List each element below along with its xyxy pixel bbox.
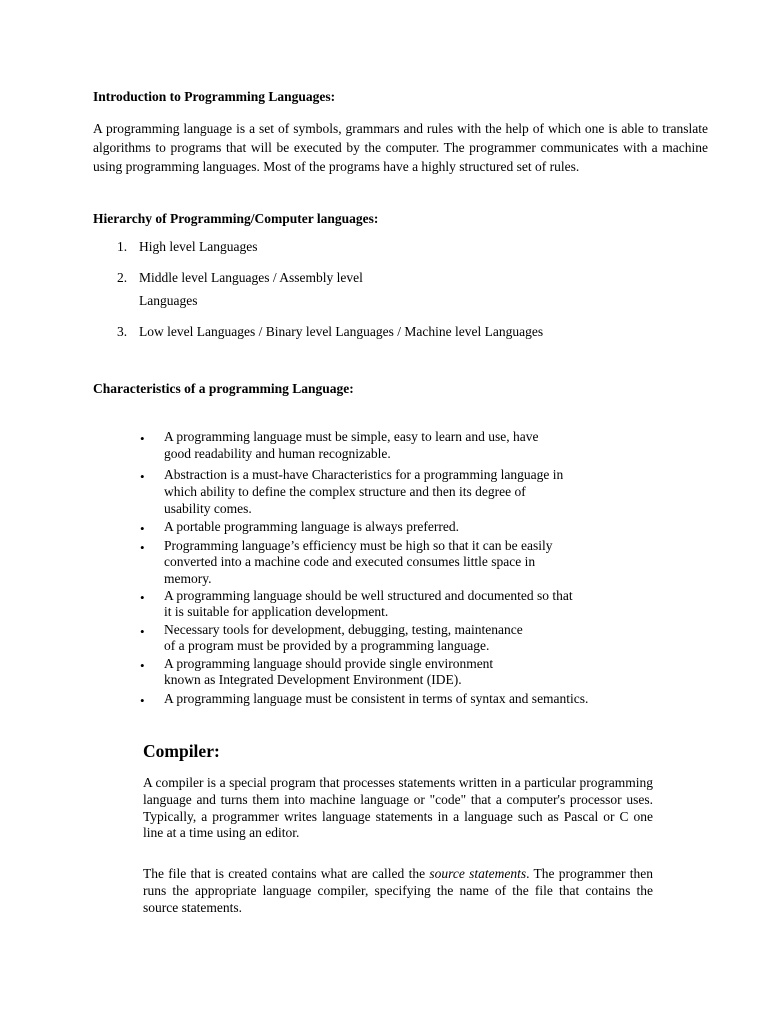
bullet-icon: • <box>140 521 145 536</box>
compiler-paragraph-2-start: The file that is created contains what are called the <box>143 866 430 881</box>
hierarchy-heading: Hierarchy of Programming/Computer languages: <box>93 211 379 226</box>
bullet-item-text: A programming language should provide single environment <box>164 656 494 671</box>
bullet-item-text: known as Integrated Development Environment (IDE). <box>164 672 462 687</box>
list-item-text-continued: Languages <box>139 293 198 308</box>
bullet-item-text: Necessary tools for development, debugging, testing, maintenance <box>164 622 523 637</box>
bullet-icon: • <box>140 624 145 639</box>
list-item-text: Low level Languages / Binary level Languages / Machine level Languages <box>139 324 544 339</box>
bullet-item-text: A programming language must be simple, easy to learn and use, have <box>164 429 539 444</box>
bullet-item-text: of a program must be provided by a programming language. <box>164 638 490 653</box>
bullet-icon: • <box>140 469 145 484</box>
bullet-item-text: it is suitable for application development. <box>164 604 389 619</box>
compiler-paragraph-1: A compiler is a special program that processes statements written in a particular programming language and turns them into machine language or "code" that a computer's processor uses. Typically, a programmer writes language statements in a language such as Pascal or C one line at a time using an editor. <box>143 775 653 841</box>
bullet-item-text: A programming language should be well structured and documented so that <box>164 588 573 603</box>
compiler-heading: Compiler: <box>143 741 220 761</box>
characteristics-heading: Characteristics of a programming Language: <box>93 381 354 396</box>
bullet-item-text: which ability to define the complex structure and then its degree of <box>164 484 526 499</box>
bullet-item-text: Abstraction is a must-have Characteristics for a programming language in <box>164 467 564 482</box>
compiler-paragraph-2 <box>143 866 653 916</box>
bullet-icon: • <box>140 590 145 605</box>
bullet-icon: • <box>140 693 145 708</box>
bullet-item-text: memory. <box>164 571 212 586</box>
bullet-icon: • <box>140 658 145 673</box>
bullet-icon: • <box>140 540 145 555</box>
bullet-item-text: Programming language’s efficiency must be high so that it can be easily <box>164 538 553 553</box>
intro-paragraph: A programming language is a set of symbols, grammars and rules with the help of which one is able to translate algorithms to programs that will be executed by the computer. The programmer communicates with a machine using programming languages. Most of the programs have a highly structured set of rules. <box>93 121 708 174</box>
compiler-paragraph-2-end: . The programmer then runs the appropriate language compiler, specifying the name of the file that contains the source statements. <box>143 866 654 915</box>
bullet-item-text: converted into a machine code and executed consumes little space in <box>164 554 536 569</box>
list-number: 2. <box>117 270 128 285</box>
source-statements-term: source statements <box>429 866 527 881</box>
list-number: 3. <box>117 324 128 339</box>
list-number: 1. <box>117 239 128 254</box>
list-item-text: High level Languages <box>139 239 258 254</box>
intro-heading: Introduction to Programming Languages: <box>93 89 336 104</box>
bullet-item-text: A portable programming language is always preferred. <box>164 519 460 534</box>
bullet-item-text: good readability and human recognizable. <box>164 446 391 461</box>
bullet-item-text: A programming language must be consistent in terms of syntax and semantics. <box>164 691 589 706</box>
list-item-text: Middle level Languages / Assembly level <box>139 270 363 285</box>
bullet-icon: • <box>140 431 145 446</box>
bullet-item-text: usability comes. <box>164 501 252 516</box>
